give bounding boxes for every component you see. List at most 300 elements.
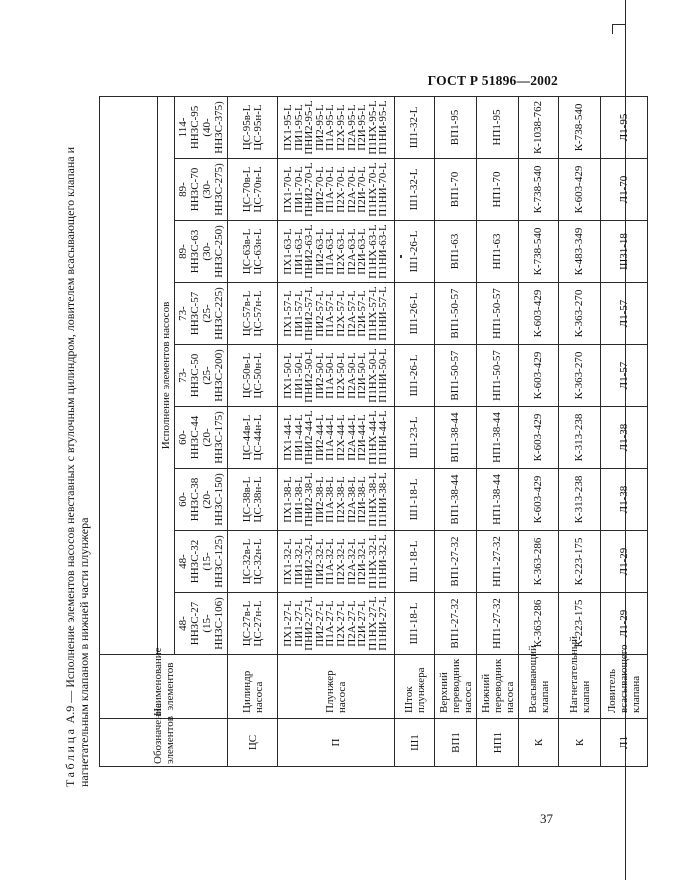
cell-value: ПХ1-70-L: [282, 166, 295, 213]
cell-value: ЦС-50в-L: [240, 352, 253, 399]
cell-value: П2А-63-L: [345, 228, 358, 275]
cell-value: П2А-95-L: [345, 104, 358, 151]
table-cell: [395, 96, 435, 158]
table-row: [435, 96, 477, 766]
row-designation: НП1: [477, 719, 519, 767]
cell-value: П2Х-50-L: [335, 352, 347, 399]
cell-value: ПИ1-57-L: [292, 290, 305, 337]
cell-value: П2А-44-L: [345, 414, 358, 461]
column-header-line: 114-ННЗС-95: [177, 105, 201, 150]
cell-value: ЦС-63н-L: [251, 228, 264, 275]
elements-table: [99, 96, 648, 767]
table-cell: [477, 407, 519, 469]
cell-value: ВП1-38-44: [449, 474, 462, 525]
table-cell: [477, 531, 519, 593]
cell-value: П2А-50-L: [345, 352, 358, 399]
cell-value: ЦС-38н-L: [251, 476, 264, 523]
cell-value: П1А-44-L: [324, 414, 337, 461]
table-cell: [228, 283, 278, 345]
column-header: [175, 531, 228, 593]
cell-value: ПНИ2-95-L: [303, 100, 316, 155]
cell-value: К-313-238: [573, 475, 586, 524]
cell-value: ПХ1-95-L: [282, 104, 295, 151]
cell-value: П1НХ-70-L: [366, 162, 379, 217]
row-name: Верхний переводник насоса: [435, 655, 477, 719]
column-header-line: 60-ННЗС-44: [177, 415, 201, 460]
table-cell: [395, 469, 435, 531]
cell-value: К-223-175: [573, 537, 586, 586]
cell-value: П2А-27-L: [345, 600, 358, 647]
table-cell: [477, 159, 519, 221]
cell-value: П2И-27-L: [356, 600, 369, 647]
cell-value: ПИ1-70-L: [292, 166, 305, 213]
table-row: [601, 96, 648, 766]
cell-value: ВП1-70: [449, 171, 462, 208]
table-cell: [435, 469, 477, 531]
cell-value: ЦС-50н-L: [251, 352, 264, 399]
cell-value: Ш1-26-L: [408, 354, 421, 397]
cell-value: П1НХ-50-L: [366, 348, 379, 403]
cell-value: ЦС-32н-L: [251, 538, 264, 585]
caption-label: Таблица: [63, 726, 77, 787]
table-cell: [395, 283, 435, 345]
cell-value: К-738-540: [573, 103, 586, 152]
cell-value: ЦС-63в-L: [240, 228, 253, 275]
cell-value: К-603-429: [532, 351, 545, 400]
column-header-line: 73-ННЗС-50: [177, 353, 201, 398]
cell-value: П2Х-70-L: [335, 166, 347, 213]
cell-value: ПИ1-50-L: [292, 352, 305, 399]
cell-value: П2А-32-L: [345, 538, 358, 585]
table-body: [228, 96, 648, 766]
column-header-line: (40-ННЗС-375): [201, 101, 225, 154]
cell-value: П1А-50-L: [324, 352, 337, 399]
cell-value: ЦС-44в-L: [240, 414, 253, 461]
cell-value: К-1038-762: [532, 100, 545, 155]
table-cell: [477, 221, 519, 283]
table-cell: [601, 531, 648, 593]
cell-value: П1НИ-57-L: [377, 286, 390, 341]
table-cell: [278, 469, 395, 531]
cell-value: ПНИ2-44-L: [303, 410, 316, 465]
cell-value: П1А-27-L: [324, 600, 337, 647]
table-cell: [395, 593, 435, 655]
cell-value: Л1-70: [617, 175, 630, 204]
cell-value: ПНИ2-57-L: [303, 286, 316, 341]
table-cell: [228, 159, 278, 221]
table-cell: [435, 345, 477, 407]
cell-value: К-483-349: [573, 227, 586, 276]
table-cell: [228, 407, 278, 469]
row-name: Всасывающий клапан: [519, 655, 559, 719]
table-cell: [519, 593, 559, 655]
cell-value: П2А-38-L: [345, 476, 358, 523]
cell-value: ПНИ2-38-L: [303, 472, 316, 527]
table-cell: [435, 221, 477, 283]
cell-value: НП1-95: [491, 109, 504, 146]
table-cell: [519, 283, 559, 345]
cell-value: П1А-63-L: [324, 228, 337, 275]
table-cell: [278, 407, 395, 469]
column-header: [175, 469, 228, 531]
column-header-line: 48-ННЗС-27: [177, 601, 201, 646]
table-cell: [435, 531, 477, 593]
table-cell: [559, 159, 601, 221]
column-header-line: (25-ННЗС-200): [201, 349, 225, 402]
cell-value: П2Х-44-L: [335, 414, 347, 461]
table-cell: [601, 469, 648, 531]
cell-value: ЦС-38в-L: [240, 476, 253, 523]
cell-value: П2И-38-L: [356, 476, 369, 523]
cell-value: П1НИ-95-L: [377, 100, 390, 155]
cell-value: П1А-70-L: [324, 166, 337, 213]
column-header-line: 73-ННЗС-57: [177, 291, 201, 336]
row-designation: Ш1: [395, 719, 435, 767]
cell-value: ВП1-27-32: [449, 536, 462, 587]
cell-value: ПХ1-63-L: [282, 228, 295, 275]
cell-value: П2Х-32-L: [335, 538, 347, 585]
cell-value: К-363-270: [573, 351, 586, 400]
table-cell: [435, 407, 477, 469]
caption-text: — Исполнение элементов насосов невставных с втулочным цилиндром, ловителем всасывающего клапана и нагнетательным клапаном в нижней части плунжера: [63, 146, 91, 787]
caption-number: А.9: [63, 705, 77, 724]
table-cell: [559, 221, 601, 283]
cell-value: ВП1-50-57: [449, 288, 462, 339]
cell-value: К-313-238: [573, 413, 586, 462]
column-header: [175, 283, 228, 345]
cell-value: ПИ2-70-L: [313, 166, 326, 213]
table-cell: [559, 531, 601, 593]
cell-value: ПНИ2-63-L: [303, 224, 316, 279]
cell-value: П2Х-63-L: [335, 228, 347, 275]
table-cell: [559, 96, 601, 158]
table-row: [559, 96, 601, 766]
table-cell: [477, 96, 519, 158]
column-header-line: (15-ННЗС-125): [201, 535, 225, 588]
column-header: [175, 407, 228, 469]
table-cell: [278, 221, 395, 283]
table-cell: [601, 407, 648, 469]
cell-value: ВП1-27-32: [449, 598, 462, 649]
cell-value: ПИ1-95-L: [292, 104, 305, 151]
cell-value: П2И-63-L: [356, 228, 369, 275]
column-header: [175, 593, 228, 655]
page-number: 37: [540, 811, 553, 826]
cell-value: НП1-50-57: [491, 288, 504, 339]
cell-value: К-603-429: [532, 289, 545, 338]
cell-value: Ш1-32-L: [408, 106, 421, 149]
table-cell: [559, 345, 601, 407]
table-cell: [477, 345, 519, 407]
table-cell: [559, 407, 601, 469]
column-header-line: 48-ННЗС-32: [177, 539, 201, 584]
table-cell: [519, 221, 559, 283]
cell-value: НП1-38-44: [491, 412, 504, 463]
cell-value: К-603-429: [532, 475, 545, 524]
cell-value: Ш1-18-L: [408, 478, 421, 521]
cell-value: ЦС-57н-L: [251, 290, 264, 337]
cell-value: ПИ1-32-L: [292, 538, 305, 585]
table-cell: [435, 283, 477, 345]
cell-value: П1А-57-L: [324, 290, 337, 337]
cell-value: К-363-286: [532, 599, 545, 648]
cell-value: ЦС-95н-L: [251, 104, 264, 151]
cell-value: ПХ1-57-L: [282, 290, 295, 337]
table-cell: [559, 283, 601, 345]
table-cell: [559, 593, 601, 655]
cell-value: П1НИ-44-L: [377, 410, 390, 465]
table-cell: [519, 531, 559, 593]
cell-value: П2Х-95-L: [335, 104, 347, 151]
corner-mark: [612, 24, 613, 34]
table-cell: [278, 159, 395, 221]
row-designation: Л1: [601, 719, 648, 767]
column-header-line: (30-ННЗС-250): [201, 225, 225, 278]
cell-value: ПИ2-95-L: [313, 104, 326, 151]
table-cell: [228, 531, 278, 593]
table-cell: [228, 221, 278, 283]
cell-value: П2И-50-L: [356, 352, 369, 399]
cell-value: П1НХ-95-L: [366, 100, 379, 155]
table-cell: [228, 96, 278, 158]
row-designation: П: [278, 719, 395, 767]
cell-value: ЦС-27в-L: [240, 600, 253, 647]
cell-value: ПНИ2-70-L: [303, 162, 316, 217]
header-blank: [100, 96, 158, 654]
cell-value: Л1-57: [617, 361, 630, 390]
row-designation: К: [519, 719, 559, 767]
cell-value: П1НИ-50-L: [377, 348, 390, 403]
table-cell: [477, 593, 519, 655]
cell-value: П1НХ-44-L: [366, 410, 379, 465]
cell-value: ПИ2-27-L: [313, 600, 326, 647]
cell-value: ЦС-70в-L: [240, 166, 253, 213]
cell-value: К-363-286: [532, 537, 545, 586]
cell-value: П1НИ-27-L: [377, 596, 390, 651]
cell-value: ВП1-38-44: [449, 412, 462, 463]
cell-value: П1НХ-57-L: [366, 286, 379, 341]
cell-value: П2Х-27-L: [335, 600, 347, 647]
cell-value: П1НХ-63-L: [366, 224, 379, 279]
table-cell: [601, 345, 648, 407]
cell-value: Л1-29: [617, 609, 630, 638]
cell-value: ЦС-27н-L: [251, 600, 264, 647]
table-cell: [228, 469, 278, 531]
column-header: [175, 345, 228, 407]
cell-value: П1НИ-63-L: [377, 224, 390, 279]
table-row: [228, 96, 278, 766]
table-cell: [601, 283, 648, 345]
table-cell: [278, 593, 395, 655]
cell-value: Ш1-26-L: [408, 292, 421, 335]
cell-value: К-223-175: [573, 599, 586, 648]
cell-value: К-738-540: [532, 227, 545, 276]
table-caption: [63, 97, 91, 787]
row-name: Нагнетательный клапан: [559, 655, 601, 719]
table-cell: [278, 96, 395, 158]
table-cell: [228, 345, 278, 407]
cell-value: П1НИ-38-L: [377, 472, 390, 527]
cell-value: П2Х-57-L: [335, 290, 347, 337]
table-cell: [601, 159, 648, 221]
cell-value: НП1-27-32: [491, 598, 504, 649]
table-cell: [395, 159, 435, 221]
cell-value: Ш1-23-L: [408, 416, 421, 459]
cell-value: К-363-270: [573, 289, 586, 338]
cell-value: ВП1-63: [449, 233, 462, 270]
cell-value: Ш1-32-L: [408, 168, 421, 211]
cell-value: П2А-70-L: [345, 166, 358, 213]
cell-value: ВП1-95: [449, 109, 462, 146]
table-row: [395, 96, 435, 766]
header-name: Наименование элементов: [100, 655, 228, 719]
table-cell: [519, 96, 559, 158]
cell-value: НП1-27-32: [491, 536, 504, 587]
row-name: Плунжер насоса: [278, 655, 395, 719]
row-designation: К: [559, 719, 601, 767]
cell-value: П1НХ-32-L: [366, 534, 379, 589]
table-row: [477, 96, 519, 766]
cell-value: П2И-44-L: [356, 414, 369, 461]
cell-value: ПИ2-57-L: [313, 290, 326, 337]
row-name: Цилиндр насоса: [228, 655, 278, 719]
table-row: [519, 96, 559, 766]
table-cell: [395, 407, 435, 469]
table-cell: [519, 407, 559, 469]
cell-value: П1А-95-L: [324, 104, 337, 151]
table-cell: [519, 345, 559, 407]
cell-value: Л1-29: [617, 547, 630, 576]
cell-value: ПИ2-44-L: [313, 414, 326, 461]
cell-value: ЦС-44н-L: [251, 414, 264, 461]
cell-value: ПНИ2-27-L: [303, 596, 316, 651]
cell-value: П1А-32-L: [324, 538, 337, 585]
cell-value: П2И-57-L: [356, 290, 369, 337]
table-cell: [278, 283, 395, 345]
cell-value: ПИ2-63-L: [313, 228, 326, 275]
cell-value: Л1-38: [617, 423, 630, 452]
cell-value: НП1-63: [491, 233, 504, 270]
cell-value: Л1-95: [617, 113, 630, 142]
cell-value: ПИ1-44-L: [292, 414, 305, 461]
table-cell: [477, 283, 519, 345]
table-cell: [519, 159, 559, 221]
column-header-line: 60-ННЗС-38: [177, 477, 201, 522]
column-header: [175, 96, 228, 158]
header-group: Исполнение элементов насосов: [158, 96, 175, 654]
cell-value: П2Х-38-L: [335, 476, 347, 523]
row-designation: ВП1: [435, 719, 477, 767]
column-header: [175, 221, 228, 283]
table-cell: [477, 469, 519, 531]
table-cell: [395, 221, 435, 283]
cell-value: П1А-38-L: [324, 476, 337, 523]
cell-value: Ш1-18-L: [408, 540, 421, 583]
cell-value: ПИ2-38-L: [313, 476, 326, 523]
column-header: [175, 159, 228, 221]
cell-value: НП1-38-44: [491, 474, 504, 525]
cell-value: ВП1-50-57: [449, 350, 462, 401]
header-designation: Обозначение элементов: [100, 719, 228, 767]
column-header-line: 89-ННЗС-70: [177, 167, 201, 212]
table-row: [278, 96, 395, 766]
column-header-line: 89-ННЗС-63: [177, 229, 201, 274]
cell-value: Ш31-18: [617, 233, 630, 270]
cell-value: П1НХ-27-L: [366, 596, 379, 651]
table-cell: [395, 345, 435, 407]
row-name: Нижний переводник насоса: [477, 655, 519, 719]
cell-value: НП1-70: [491, 171, 504, 208]
cell-value: ПИ1-38-L: [292, 476, 305, 523]
table-cell: [395, 531, 435, 593]
cell-value: К-603-429: [573, 165, 586, 214]
cell-value: ПХ1-38-L: [282, 476, 295, 523]
cell-value: Л1-38: [617, 485, 630, 514]
row-name: Ловитель всасывающего клапана: [601, 655, 648, 719]
cell-value: П1НХ-38-L: [366, 472, 379, 527]
cell-value: П2И-95-L: [356, 104, 369, 151]
cell-value: ПХ1-32-L: [282, 538, 295, 585]
cell-value: ПХ1-27-L: [282, 600, 295, 647]
column-header-line: (30-ННЗС-275): [201, 163, 225, 216]
table-cell: [278, 345, 395, 407]
corner-mark: [612, 24, 625, 25]
table-head: [100, 96, 228, 766]
table-cell: [435, 96, 477, 158]
cell-value: ПИ2-50-L: [313, 352, 326, 399]
cell-value: НП1-50-57: [491, 350, 504, 401]
cell-value: П2И-70-L: [356, 166, 369, 213]
cell-value: П2И-32-L: [356, 538, 369, 585]
row-designation: ЦС: [228, 719, 278, 767]
table-cell: [601, 96, 648, 158]
cell-value: П1НИ-32-L: [377, 534, 390, 589]
cell-value: ПИ1-27-L: [292, 600, 305, 647]
cell-value: ЦС-32в-L: [240, 538, 253, 585]
cell-value: ЦС-57в-L: [240, 290, 253, 337]
table-cell: [519, 469, 559, 531]
table-cell: [278, 531, 395, 593]
row-name: Шток плунжера: [395, 655, 435, 719]
table-cell: [435, 159, 477, 221]
cell-value: К-738-540: [532, 165, 545, 214]
cell-value: ПНИ2-50-L: [303, 348, 316, 403]
column-header-line: (20-ННЗС-150): [201, 473, 225, 526]
cell-value: П2А-57-L: [345, 290, 358, 337]
rotated-table-block: [63, 97, 642, 787]
stray-mark: [400, 255, 402, 258]
document-header: ГОСТ Р 51896—2002: [427, 73, 558, 88]
cell-value: К-603-429: [532, 413, 545, 462]
cell-value: ПИ1-63-L: [292, 228, 305, 275]
cell-value: ЦС-95в-L: [240, 104, 253, 151]
cell-value: Л1-57: [617, 299, 630, 328]
column-header-line: (20-ННЗС-175): [201, 411, 225, 464]
table-cell: [559, 469, 601, 531]
table-cell: [601, 221, 648, 283]
cell-value: Ш1-26-L: [408, 230, 421, 273]
cell-value: ПХ1-50-L: [282, 352, 295, 399]
cell-value: ЦС-70н-L: [251, 166, 264, 213]
cell-value: Ш1-18-L: [408, 602, 421, 645]
cell-value: ПХ1-44-L: [282, 414, 295, 461]
cell-value: П1НИ-70-L: [377, 162, 390, 217]
cell-value: ПНИ2-32-L: [303, 534, 316, 589]
column-header-line: (25-ННЗС-225): [201, 287, 225, 340]
table-cell: [435, 593, 477, 655]
table-cell: [228, 593, 278, 655]
cell-value: ПИ2-32-L: [313, 538, 326, 585]
